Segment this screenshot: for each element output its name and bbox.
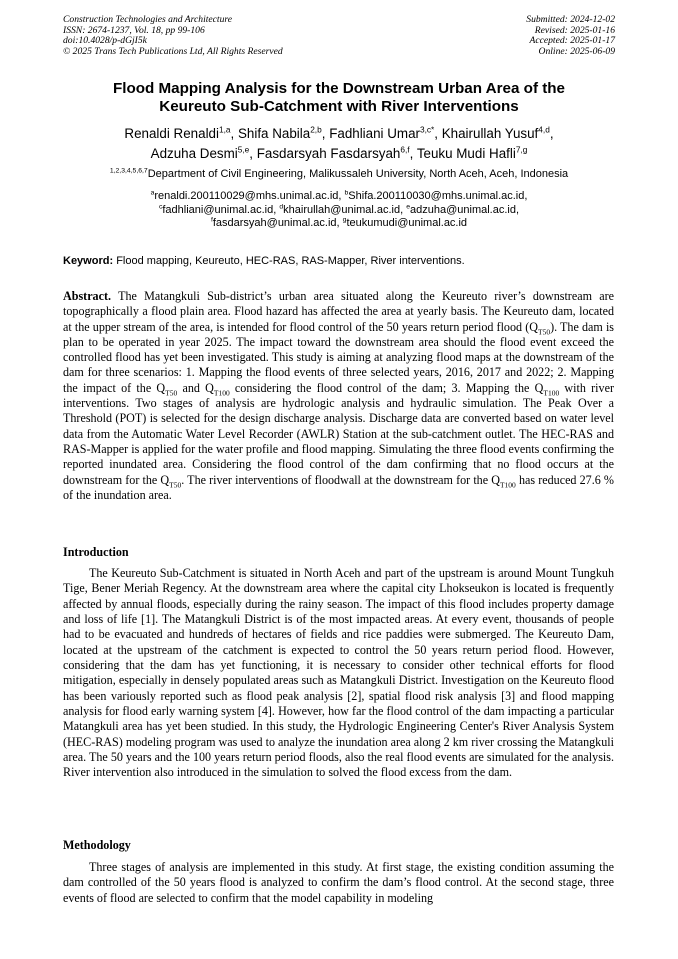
affiliation-sup: 1,2,3,4,5,6,7 [109, 167, 148, 175]
affiliation-text: Department of Civil Engineering, Malikussaleh University, North Aceh, Aceh, Indonesia [147, 168, 569, 180]
author-name: Khairullah Yusuf [441, 126, 539, 141]
methodology-heading: Methodology [63, 838, 131, 852]
author-name: Shifa Nabila [237, 126, 311, 141]
author-name: Fasdarsyah Fasdarsyah [256, 146, 401, 161]
issn: ISSN: 2674-1237, Vol. 18, pp 99-106 [63, 24, 205, 36]
author-sup: 2,b [310, 124, 322, 135]
email-c: fadhliani@unimal.ac.id, [162, 203, 277, 216]
author-sup: 5,e [237, 144, 250, 155]
author-sup: 4,d [538, 124, 550, 135]
doi: doi:10.4028/p-dGjI5k [63, 35, 147, 46]
journal-name: Construction Technologies and Architecture [63, 14, 233, 25]
author-sup: 6,f [400, 144, 410, 155]
author-name: Adzuha Desmi [150, 146, 238, 161]
introduction-paragraph: The Keureuto Sub-Catchment is situated in North Aceh and part of the upstream is around Mount Tungkuh Tige, Bener Meriah Regency. At the downstream area where the capital city Lhokseukon is located is frequently affected by annual floods, especially during the rainy season. The impact of this flood includes property damage and loss of life [1]. The Matangkuli District is of the most impacted areas. At every event, thousands of people had to be evacuated and hundreds of hectares of fields and rice paddies were submerged. The Keureuto Dam, located at the upstream of the catchment is expected to control the 50 years return period flood. However, considering that the dam has yet functioning, it is necessary to consider other technical efforts for flood mitigation, especially in densely populated areas such as Matangkuli District. Investigation on the Keureuto flood has been variously reported such as flood peak analysis [2], spatial flood risk analysis [3] and flood mapping analysis for flood early warning system [4]. However, how far the flood control of the dam impacting a particular Matangkuli area has yet been studied. In this study, the Hydrologic Engineering Center's River Analysis System (HEC-RAS) modeling program was used to analyze the inundation area along 2 km river crossing the Matangkuli area. The 50 years and the 100 years return period floods, also the real flood events are simulated for the analysis. River intervention also introduced in the simulation to solved the flood excess from the dam. [63, 566, 614, 780]
email-g: teukumudi@unimal.ac.id [346, 217, 468, 229]
dates-header [526, 15, 615, 57]
email-f: fasdarsyah@unimal.ac.id, [212, 217, 340, 229]
submitted-date: Submitted: 2024-12-02 [526, 14, 615, 25]
copyright: © 2025 Trans Tech Publications Ltd, All Rights Reserved [63, 45, 283, 57]
email-list: $^a$renaldi.200110029@mhs.unimal.ac.id, $^b$Shifa.200110030@mhs.unimal.ac.id, $^c$fadhliani@unimal.ac.id, $^d$khairullah@unimal.ac.id, $^e$adzuha@unimal.ac.id, $^f$fasdarsyah@unimal.ac.id, $^g$teukumudi@unimal.ac.id [150, 189, 528, 229]
journal-header [63, 15, 283, 57]
revised-date: Revised: 2025-01-16 [534, 24, 615, 36]
affiliation [40, 167, 638, 181]
author-name: Fadhliani Umar [329, 126, 420, 141]
email-a: renaldi.200110029@mhs.unimal.ac.id, [154, 190, 342, 202]
keyword-label: Keyword: [63, 255, 114, 267]
author-sup: 1,a [218, 124, 231, 135]
abstract-label: Abstract. [63, 289, 112, 303]
email-e: adzuha@unimal.ac.id, [410, 203, 520, 216]
author-list: Renaldi Renaldi$^{1,a}$, Shifa Nabila$^{2,b}$, Fadhliani Umar$^{3,c*}$, Khairullah Yusuf$^{4,d}$, Adzuha Desmi$^{5,e}$, Fasdarsyah Fasdarsyah$^{6,f}$, Teuku Mudi Hafli$^{7,g}$ [124, 124, 554, 161]
author-sup: 7,g [515, 144, 528, 155]
abstract: Abstract. The Matangkuli Sub-district’s urban area situated along the Keureuto river’s downstream are topographically a flood plain area. Flood hazard has affected the area at yearly basis. The Keureuto dam, located at the upper stream of the area, is intended for flood control of the 50 years return period flood $(Q_{T50})$. The dam is plan to be operated in year 2025. The impact toward the downstream area should the flood event exceed the controlled flood has yet been investigated. This study is aiming at analyzing flood maps at the downstream of the dam for three scenarios: 1. Mapping the flood events of three selected years, 2016, 2017 and 2022; 2. Mapping the impact of the $Q_{T50}$ and $Q_{T100}$ considering the flood control of the dam; 3. Mapping the $Q_{T100}$ with river interventions. Two stages of analysis are hydrologic analysis and hydraulic simulation. The Peak Over a Threshold (POT) is selected for the design discharge analysis. Discharge data are converted based on water level data from the Automatic Water Level Recorder (AWLR) Station at the sub-catchment outlet. The HEC-RAS and RAS-Mapper is applied for the water profile and flood mapping. Simulating the three flood events confirming the reported inundated area. Considering the flood control of the dam confirming that no flood occurs at the downstream for the $Q_{T50}$. The river interventions of floodwall at the downstream for the $Q_{T100}$ has reduced 27.6 % of the inundation area. [63, 289, 615, 502]
title-line-2: Keureuto Sub-Catchment with River Interventions [159, 98, 519, 115]
author-name: Teuku Mudi Hafli [416, 146, 516, 161]
author-sup: 3,c* [419, 124, 435, 135]
methodology-paragraph: Three stages of analysis are implemented in this study. At first stage, the existing condition assuming the dam controlled of the 50 years flood is analyzed to confirm the dam’s flood control. At the second stage, three events of flood are selected to confirm that the model capability in modeling [63, 860, 614, 905]
title-line-1: Flood Mapping Analysis for the Downstream Urban Area of the [112, 80, 565, 97]
paper-title [40, 80, 638, 116]
accepted-date: Accepted: 2025-01-17 [529, 35, 615, 46]
introduction-heading: Introduction [63, 545, 129, 559]
email-d: khairullah@unimal.ac.id, [283, 203, 404, 216]
author-name: Renaldi Renaldi [124, 126, 219, 141]
keywords [63, 254, 623, 268]
online-date: Online: 2025-06-09 [538, 45, 615, 57]
keyword-text: Flood mapping, Keureuto, HEC-RAS, RAS-Mapper, River interventions. [116, 255, 465, 267]
email-b: Shifa.200110030@mhs.unimal.ac.id, [348, 190, 528, 202]
